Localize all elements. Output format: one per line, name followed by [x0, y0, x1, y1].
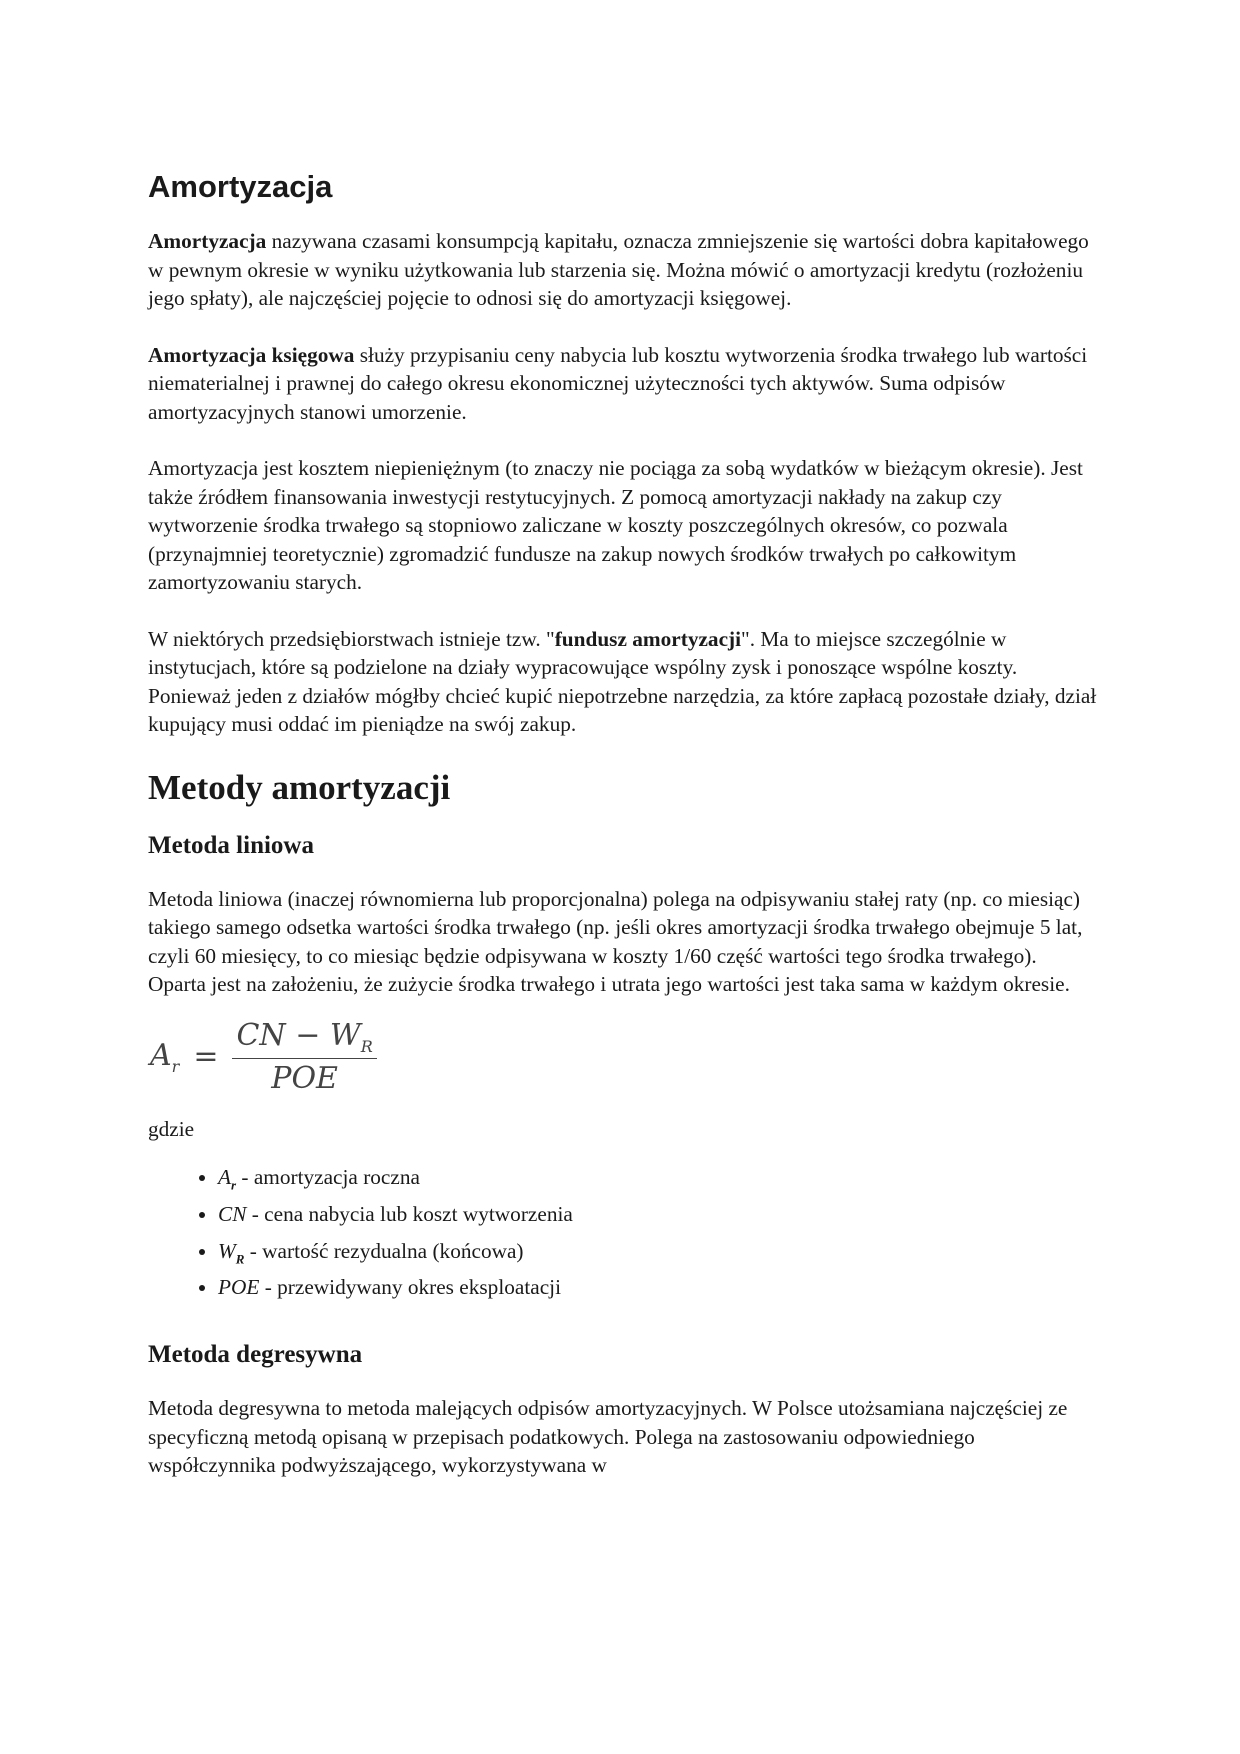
- list-item: • $A_r$ - amortyzacja roczna: [218, 1163, 1098, 1200]
- where-label: gdzie: [148, 1116, 195, 1141]
- heading-degressive-method: Metoda degresywna: [148, 1341, 363, 1369]
- formula-fraction: [232, 1018, 376, 1096]
- paragraph-degressive: Metoda degresywna to metoda malejących odpisów amortyzacyjnych. W Polsce utożsamiana najczęściej ze specyficzną metodą opisaną w przepisach podatkowych. Polega na zastosowaniu odpowiedniego współczynnika podwyższającego, wykorzystywana w: [148, 1396, 1068, 1478]
- formula-lhs: $A_r$: [150, 1037, 180, 1076]
- section-title: Metody amortyzacji: [148, 767, 451, 807]
- fraction-bar: [232, 1058, 376, 1059]
- formula-annual-amortization: [150, 1017, 1098, 1097]
- paragraph-accounting: [148, 341, 1098, 427]
- term-amortyzacja: Amortyzacja: [148, 229, 267, 254]
- list-item: • CN - cena nabycia lub koszt wytworzenia: [218, 1200, 1098, 1237]
- paragraph-text: służy przypisaniu ceny nabycia lub kosztu wytworzenia środka trwałego lub wartości niematerialnej i prawnej do całego okresu ekonomicznej użyteczności tych aktywów. Suma odpisów amortyzacyjnych stanowi umorzenie.: [148, 342, 1088, 424]
- page-title: Amortyzacja: [148, 169, 333, 204]
- symbol-definitions: [148, 1163, 1098, 1310]
- term-fundusz-amortyzacji: fundusz amortyzacji: [554, 626, 742, 651]
- paragraph-definition: [148, 227, 1098, 313]
- document-page: [148, 168, 1098, 1508]
- paragraph-fund: [148, 625, 1098, 739]
- paragraph-text: W niektórych przedsiębiorstwach istnieje tzw. ": [148, 626, 555, 651]
- paragraph-linear: Metoda liniowa (inaczej równomierna lub proporcjonalna) polega na odpisywaniu stałej raty (np. co miesiąc) takiego samego odsetka wartości środka trwałego (np. jeśli okres amortyzacji środka trwałego obejmuje 5 lat, czyli 60 miesięcy, to co miesiąc będzie odpisywana w koszty 1/60 część wartości tego środka trwałego). Oparta jest na założeniu, że zużycie środka trwałego i utrata jego wartości jest taka sama w każdym okresie.: [148, 886, 1083, 997]
- paragraph-text: ". Ma to miejsce szczególnie w instytucjach, które są podzielone na działy wypracowujące wspólny zysk i ponoszące wspólne koszty. Ponieważ jeden z działów mógłby chcieć kupić niepotrzebne narzędzia, za które zapłacą pozostałe działy, dział kupujący musi oddać im pieniądze na swój zakup.: [148, 626, 1097, 737]
- heading-linear-method: Metoda liniowa: [148, 831, 314, 859]
- list-item: • $W_R$ - wartość rezydualna (końcowa): [218, 1237, 1098, 1274]
- formula-numerator: CN − $W_R$: [236, 1017, 373, 1056]
- formula-denominator: POE: [271, 1060, 338, 1096]
- term-amortyzacja-ksiegowa: Amortyzacja księgowa: [148, 342, 355, 367]
- formula-equals: =: [193, 1039, 219, 1075]
- list-item: • POE - przewidywany okres eksploatacji: [218, 1273, 1098, 1310]
- paragraph-cost: Amortyzacja jest kosztem niepieniężnym (to znaczy nie pociąga za sobą wydatków w bieżącym okresie). Jest także źródłem finansowania inwestycji restytucyjnych. Z pomocą amortyzacji nakłady na zakup czy wytworzenie środka trwałego są stopniowo zaliczane w koszty poszczególnych okresów, co pozwala (przynajmniej teoretycznie) zgromadzić fundusze na zakup nowych środków trwałych po całkowitym zamortyzowaniu starych.: [148, 456, 1083, 595]
- paragraph-text: nazywana czasami konsumpcją kapitału, oznacza zmniejszenie się wartości dobra kapitałowego w pewnym okresie w wyniku użytkowania lub starzenia się. Można mówić o amortyzacji kredytu (rozłożeniu jego spłaty), ale najczęściej pojęcie to odnosi się do amortyzacji księgowej.: [148, 229, 1089, 311]
